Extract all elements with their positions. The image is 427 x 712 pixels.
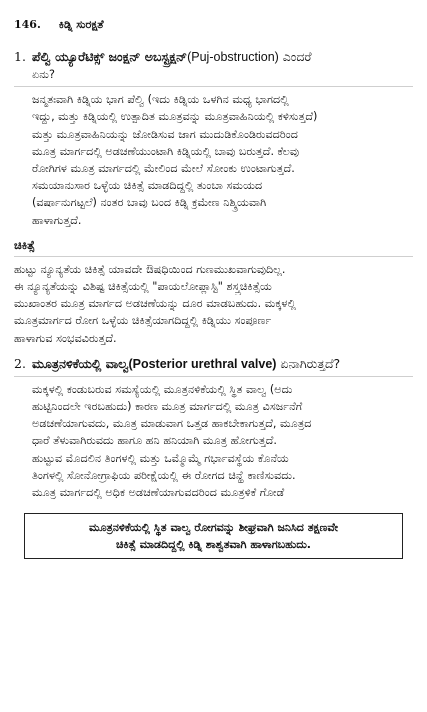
question-2-number: 2. — [14, 355, 26, 371]
question-1-answer — [14, 91, 413, 229]
answer-line: ತಿಂಗಳಲ್ಲಿ ಸೋನೋಗ್ರಾಫಿಯ ಪರೀಕ್ಷೆಯಲ್ಲಿ ಈ ರೋಗದ ಚಿನ್ಹೆ ಕಾಣಿಸುವದು. — [32, 468, 296, 482]
question-2-answer — [14, 381, 413, 501]
callout-line: ಮೂತ್ರನಳಿಕೆಯಲ್ಲಿ ಸ್ಥಿತ ವಾಲ್ವ ರೋಗವನ್ನು ಶೀಘ್ರವಾಗಿ ಜನಿಸಿದ ತಕ್ಷಣವೇ — [89, 521, 338, 535]
divider — [14, 86, 413, 87]
answer-line: ಸಮಯಾನುಸಾರ ಒಳ್ಳೆಯ ಚಿಕಿತ್ಸೆ ಮಾಡದಿದ್ದಲ್ಲಿ ತುಂಬಾ ಸಮಯದ — [32, 179, 263, 193]
answer-line: ರೋಗಿಗಳ ಮೂತ್ರ ಮಾರ್ಗದಲ್ಲಿ ಮೇಲಿಂದ ಮೇಲೆ ಸೋಂಕು ಉಂಟಾಗುತ್ತದೆ. — [32, 162, 295, 176]
answer-line: ಹಾಳಾಗುತ್ತದೆ. — [32, 213, 82, 227]
callout-box — [24, 513, 403, 559]
divider — [14, 376, 413, 377]
treatment-line: ಹುಟ್ಟು ನ್ಯೂನ್ಯತೆಯ ಚಿಕಿತ್ಸೆ ಯಾವದೇ ಔಷಧಿಯಿಂದ ಗುಣಮುಖವಾಗುವುದಿಲ್ಲ. — [14, 262, 286, 276]
question-2-heading — [14, 355, 413, 373]
treatment-line: ಈ ನ್ಯೂನ್ಯತೆಯನ್ನು ವಿಶಿಷ್ಟ ಚಿಕಿತ್ಸೆಯಲ್ಲಿ "ಪಾಯಲೋಪ್ಲಾಸ್ಟಿ" ಶಸ್ತ್ರಚಿಕಿತ್ಸೆಯ — [14, 280, 273, 294]
page-header — [14, 18, 413, 32]
question-2-title-english: (Posterior urethral valve) — [128, 356, 277, 371]
running-title: ಕಿಡ್ನಿ ಸುರಕ್ಷತೆ — [58, 18, 104, 31]
question-1-heading — [14, 48, 413, 66]
treatment-line: ಮೂತ್ರಮಾರ್ಗದ ರೋಗ ಒಳ್ಳೆಯ ಚಿಕಿತ್ಸೆಯಾಗದಿದ್ದಲ್ಲಿ ಕಿಡ್ನಿಯು ಸಂಪೂರ್ಣ — [14, 314, 272, 328]
question-1-number: 1. — [14, 49, 26, 64]
answer-line: ಹುಟ್ಟುವ ಮೊದಲಿನ ತಿಂಗಳಲ್ಲಿ ಮತ್ತು ಒಮ್ಮೊಮ್ಮೆ ಗರ್ಭಾವಸ್ಥೆಯ ಕೊನೆಯ — [32, 451, 289, 465]
treatment-line: ಹಾಳಾಗುವ ಸಂಭವವಿರುತ್ತದೆ. — [14, 331, 117, 345]
answer-line: ಅಡಚಣೆಯಾಗುವದು, ಮೂತ್ರ ಮಾಡುವಾಗ ಒತ್ತಡ ಹಾಕಬೇಕಾಗುತ್ತದೆ, ಮೂತ್ರದ — [32, 417, 312, 431]
question-1-title: ಪೆಲ್ವಿ ಯ್ಯೂರೆಟಿಕ್ಸ್ ಜಂಕ್ಷನ್ ಅಬಸ್ಟ್ರಕ್ಷನ್ — [32, 49, 188, 64]
answer-line: ಧಾರೆ ತೆಳುವಾಗಿರುವದು ಹಾಗೂ ಹನಿ ಹನಿಯಾಗಿ ಮೂತ್ರ ಹೋಗುತ್ತದೆ. — [32, 434, 277, 448]
treatment-heading: ಚಿಕಿತ್ಸೆ — [14, 237, 35, 252]
question-1-title-suffix: ಎಂದರೆ — [278, 49, 312, 64]
answer-line: ಇದ್ದು, ಮತ್ತು ಕಿಡ್ನಿಯಲ್ಲಿ ಉತ್ಪಾದಿತ ಮೂತ್ರವನ್ನು ಮೂತ್ರವಾಹಿನಿಯಲ್ಲಿ ಕಳಿಸುತ್ತದೆ) — [32, 110, 318, 124]
treatment-text — [14, 261, 413, 347]
treatment-line: ಮುಖಾಂತರ ಮೂತ್ರ ಮಾರ್ಗದ ಅಡಚಣೆಯನ್ನು ದೂರ ಮಾಡಬಹುದು. ಮಕ್ಕಳಲ್ಲಿ — [14, 297, 296, 311]
page-number: 146. — [14, 18, 41, 31]
answer-line: ಜನ್ಮತಃವಾಗಿ ಕಿಡ್ನಿಯ ಭಾಗ ಪೆಲ್ವಿ (ಇದು ಕಿಡ್ನಿಯ ಒಳಗಿನ ಮಧ್ಯ ಭಾಗದಲ್ಲಿ — [32, 93, 289, 107]
question-1-title-english: (Puj-obstruction) — [187, 50, 279, 64]
question-1-title-line2: ಏನು? — [32, 68, 55, 81]
answer-line: ಮಕ್ಕಳಲ್ಲಿ ಕಂಡುಬರುವ ಸಮಸ್ಯೆಯಲ್ಲಿ ಮೂತ್ರನಳಿಕೆಯಲ್ಲಿ ಸ್ಥಿತ ವಾಲ್ವ (ಅದು — [32, 382, 293, 396]
callout-line: ಚಿಕಿತ್ಸೆ ಮಾಡದಿದ್ದಲ್ಲಿ ಕಿಡ್ನಿ ಶಾಶ್ವತವಾಗಿ ಹಾಳಾಗಬಹುದು. — [116, 538, 311, 552]
answer-line: ಮೂತ್ರ ಮಾರ್ಗದಲ್ಲಿ ಅಡಚಣೆಯುಂಟಾಗಿ ಕಿಡ್ನಿಯಲ್ಲಿ ಬಾವು ಬರುತ್ತದೆ. ಕೆಲವು — [32, 144, 300, 158]
answer-line: ಮತ್ತು ಮೂತ್ರವಾಹಿನಿಯನ್ನು ಜೋಡಿಸುವ ಜಾಗ ಮುದುಡಿಕೊಂಡಿರುವದರಿಂದ — [32, 127, 298, 141]
answer-line: (ವರ್ಷಾನುಗಟ್ಟಲೆ) ನಂತರ ಬಾವು ಬಂದ ಕಿಡ್ನಿ ಕ್ರಮೇಣ ನಿಶ್ಕ್ರಿಯವಾಗಿ — [32, 196, 267, 210]
question-2-title: ಮೂತ್ರನಳಿಕೆಯಲ್ಲಿ ವಾಲ್ವ — [32, 355, 129, 371]
divider — [14, 256, 413, 257]
question-2-title-suffix: ಏನಾಗಿರುತ್ತದೆ? — [276, 355, 341, 371]
answer-line: ಮೂತ್ರ ಮಾರ್ಗದಲ್ಲಿ ಅಧಿಕ ಅಡಚಣೆಯಾಗುವದರಿಂದ ಮೂತ್ರಳಿಕೆ ಗೋಡೆ — [32, 486, 285, 500]
answer-line: ಹುಟ್ಟಿನಿಂದಲೇ ಇರಬಹುದು) ಕಾರಣ ಮೂತ್ರ ಮಾರ್ಗದಲ್ಲಿ ಮೂತ್ರ ವಿಸರ್ಜನೆಗೆ — [32, 400, 303, 414]
